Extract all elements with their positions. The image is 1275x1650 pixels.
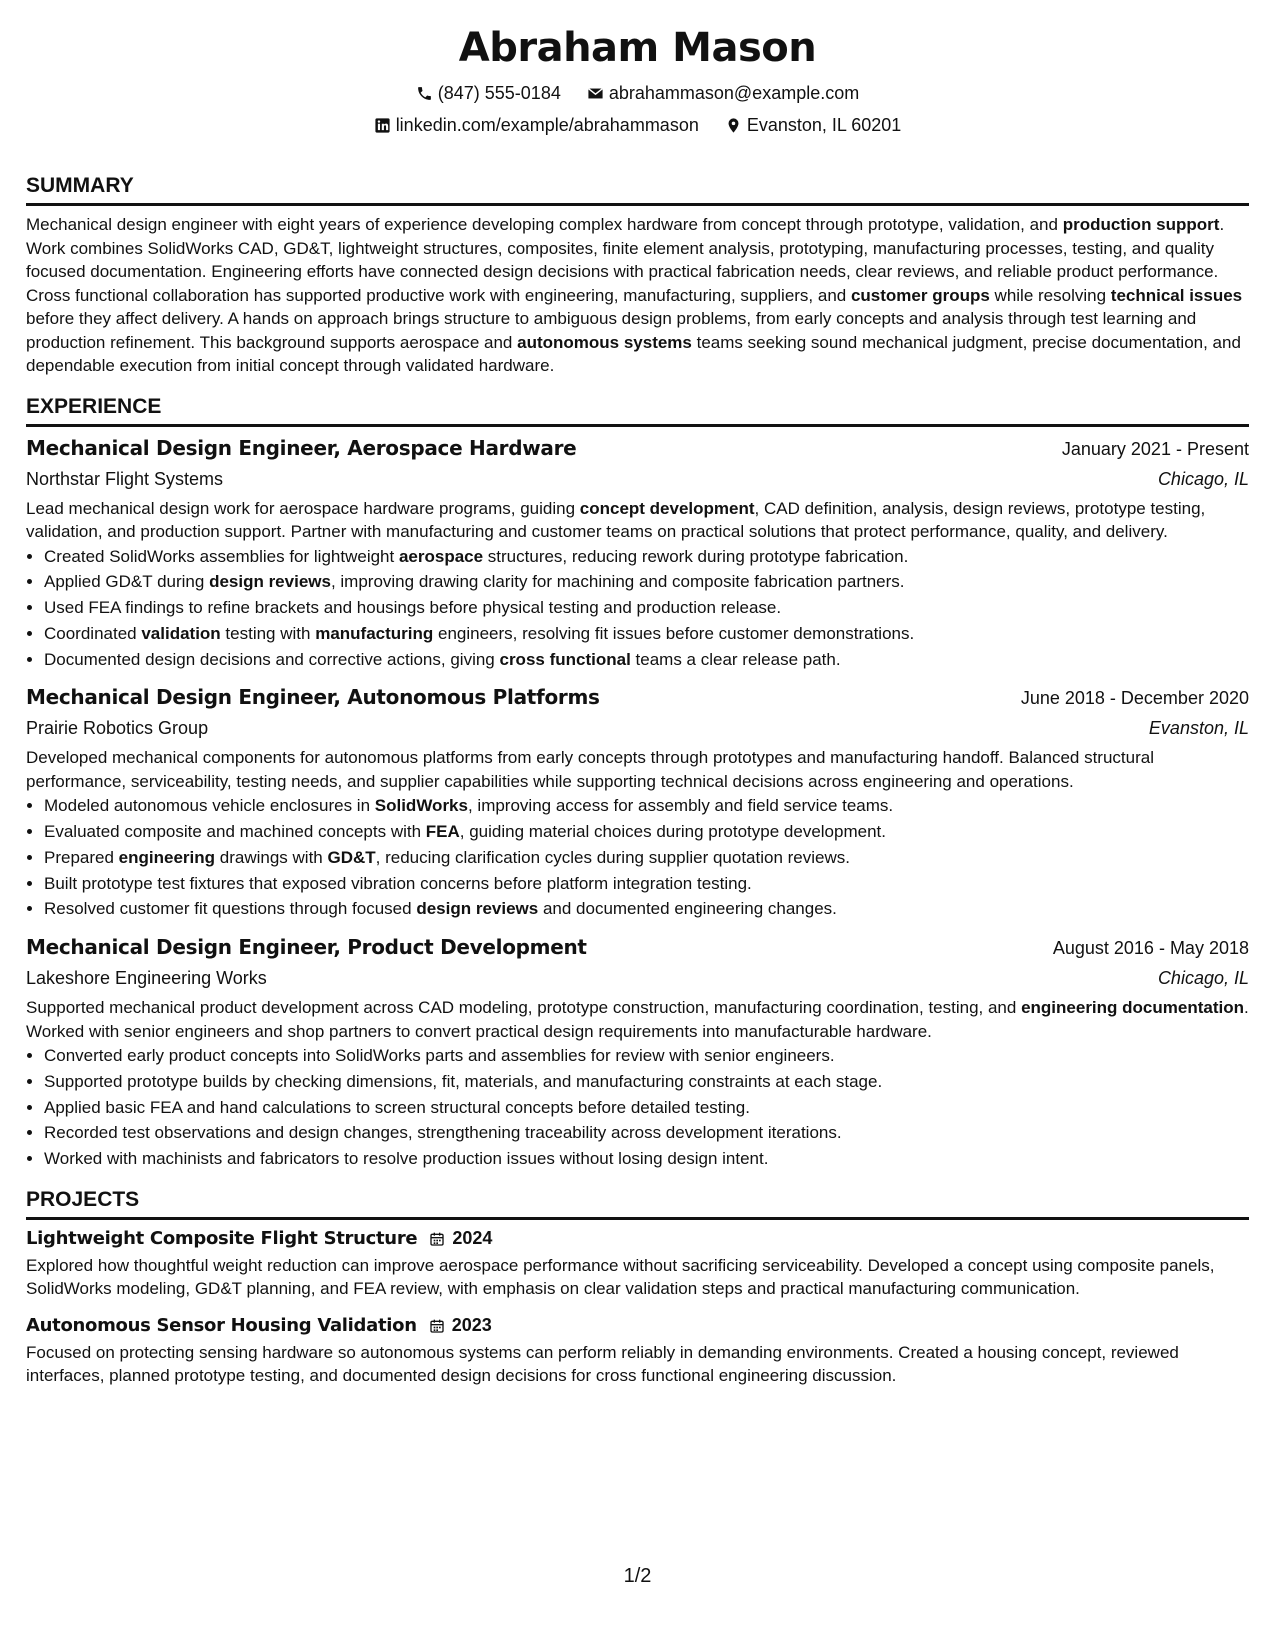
project-entry: [26, 1313, 1249, 1388]
bullet-item: • Built prototype test fixtures that exposed vibration concerns before platform integration testing.: [44, 871, 1249, 897]
job-header: [26, 932, 1249, 963]
candidate-name: Abraham Mason: [458, 25, 817, 71]
project-entry: [26, 1226, 1249, 1301]
project-header: [26, 1226, 1249, 1252]
contact-email[interactable]: [587, 78, 859, 108]
project-name: Autonomous Sensor Housing Validation: [26, 1314, 417, 1336]
phone-text: (847) 555-0184: [437, 83, 561, 103]
section-title-experience: EXPERIENCE: [26, 394, 1249, 427]
email-text[interactable]: abrahammason@example.com: [608, 83, 860, 103]
job-dates: June 2018 - December 2020: [1020, 688, 1249, 709]
bullet-item: • Prepared engineering drawings with GD&T, reducing clarification cycles during supplier quotation reviews.: [44, 845, 1249, 871]
job-entry: [26, 682, 1249, 922]
page-number: 1/2: [623, 1565, 652, 1587]
job-company: Prairie Robotics Group: [26, 718, 209, 739]
job-bullets: [26, 544, 1249, 673]
projects-section: [26, 1187, 1249, 1388]
job-subheader: [26, 464, 1249, 494]
job-company: Lakeshore Engineering Works: [26, 968, 267, 988]
job-subheader: [26, 713, 1249, 743]
contact-line-2: [26, 110, 1249, 140]
job-entry: [26, 932, 1249, 1172]
job-location: Chicago, IL: [1157, 968, 1249, 988]
job-dates: August 2016 - May 2018: [1052, 938, 1249, 958]
project-description: Explored how thoughtful weight reduction can improve aerospace performance without sacrificing serviceability. Developed a concept using composite panels, SolidWorks modeling, GD&T planning, and FEA review, with emphasis on clear validation steps and practical manufacturing communication.: [26, 1255, 1215, 1299]
calendar-icon: [429, 1231, 445, 1247]
job-description: Developed mechanical components for autonomous platforms from early concepts through prototypes and manufacturing handoff. Balanced structural performance, serviceability, testing needs, and supplier capabilities while supporting technical decisions across engineering and operations.: [26, 748, 1154, 791]
location-text: Evanston, IL 60201: [746, 115, 902, 135]
experience-section: [26, 394, 1249, 1172]
project-header: [26, 1313, 1249, 1339]
bullet-item: • Resolved customer fit questions through focused design reviews and documented engineering changes.: [44, 896, 1249, 922]
job-title: Mechanical Design Engineer, Autonomous Platforms: [26, 685, 600, 710]
job-dates: January 2021 - Present: [1061, 438, 1249, 459]
envelope-icon: [587, 85, 604, 102]
project-description: Focused on protecting sensing hardware so autonomous systems can perform reliably in demanding environments. Created a housing concept, reviewed interfaces, planned prototype testing, and documented design decisions for cross functional engineering discussion.: [26, 1342, 1179, 1386]
job-company: Northstar Flight Systems: [26, 468, 224, 489]
job-bullets: [26, 1043, 1249, 1172]
bullet-item: • Applied basic FEA and hand calculations to screen structural concepts before detailed testing.: [44, 1095, 1249, 1121]
section-title-projects: PROJECTS: [26, 1187, 1249, 1220]
bullet-item: • Documented design decisions and corrective actions, giving cross functional teams a clear release path.: [44, 647, 1249, 673]
bullet-item: • Evaluated composite and machined concepts with FEA, guiding material choices during prototype development.: [44, 819, 1249, 845]
job-location: Chicago, IL: [1157, 468, 1249, 489]
job-title: Mechanical Design Engineer, Product Development: [26, 935, 587, 959]
job-header: [26, 682, 1249, 713]
bullet-item: • Supported prototype builds by checking dimensions, fit, materials, and manufacturing constraints at each stage.: [44, 1069, 1249, 1095]
linkedin-text[interactable]: linkedin.com/example/abrahammason: [395, 115, 699, 135]
job-description: Supported mechanical product development across CAD modeling, prototype construction, manufacturing coordination, testing, and engineering documentation. Worked with senior engineers and shop partners to convert practical design requirements into manufacturable hardware.: [26, 998, 1249, 1041]
job-subheader: [26, 963, 1249, 993]
contact-linkedin[interactable]: [374, 110, 699, 140]
bullet-item: • Coordinated validation testing with manufacturing engineers, resolving fit issues before customer demonstrations.: [44, 621, 1249, 647]
bullet-item: • Worked with machinists and fabricators to resolve production issues without losing design intent.: [44, 1146, 1249, 1172]
map-pin-icon: [725, 117, 742, 134]
bullet-item: • Modeled autonomous vehicle enclosures in SolidWorks, improving access for assembly and field service teams.: [44, 793, 1249, 819]
job-header: [26, 433, 1249, 464]
job-title: Mechanical Design Engineer, Aerospace Hardware: [26, 435, 577, 460]
contact-phone: [416, 78, 561, 108]
resume-header: [26, 22, 1249, 140]
bullet-item: • Recorded test observations and design changes, strengthening traceability across development iterations.: [44, 1120, 1249, 1146]
job-entry: [26, 433, 1249, 673]
project-year: 2024: [452, 1228, 493, 1249]
summary-section: [26, 173, 1249, 378]
section-title-summary: SUMMARY: [26, 173, 1249, 206]
summary-text: Mechanical design engineer with eight years of experience developing complex hardware from concept through prototype, validation, and production support. Work combines SolidWorks CAD, GD&T, lightweight structures, composites, finite element analysis, prototyping, manufacturing processes, testing, and quality focused documentation. Engineering efforts have connected design decisions with practical fabrication needs, clear reviews, and reliable product performance. Cross functional collaboration has supported productive work with engineering, manufacturing, suppliers, and customer groups while resolving technical issues before they affect delivery. A hands on approach brings structure to ambiguous design problems, from early concepts and analysis through test learning and production refinement. This background supports aerospace and autonomous systems teams seeking sound mechanical judgment, precise documentation, and dependable execution from initial concept through validated hardware.: [26, 215, 1243, 375]
contact-location: [725, 110, 901, 140]
bullet-item: • Converted early product concepts into SolidWorks parts and assemblies for review with senior engineers.: [44, 1043, 1249, 1069]
project-year: 2023: [451, 1315, 492, 1336]
job-bullets: [26, 793, 1249, 922]
bullet-item: • Used FEA findings to refine brackets and housings before physical testing and production release.: [44, 595, 1249, 621]
project-name: Lightweight Composite Flight Structure: [26, 1227, 418, 1249]
linkedin-icon: [374, 117, 391, 134]
calendar-icon: [429, 1318, 445, 1334]
project-date: [429, 1228, 492, 1249]
job-description: Lead mechanical design work for aerospace hardware programs, guiding concept development, CAD definition, analysis, design reviews, prototype testing, validation, and production support. Partner with manufacturing and customer teams on practical solutions that protect performance, quality, and delivery.: [26, 498, 1206, 541]
bullet-item: • Created SolidWorks assemblies for lightweight aerospace structures, reducing rework during prototype fabrication.: [44, 544, 1249, 570]
job-location: Evanston, IL: [1148, 718, 1249, 739]
phone-icon: [416, 85, 433, 102]
bullet-item: • Applied GD&T during design reviews, improving drawing clarity for machining and composite fabrication partners.: [44, 569, 1249, 595]
contact-line-1: [26, 78, 1249, 108]
project-date: [429, 1315, 492, 1336]
